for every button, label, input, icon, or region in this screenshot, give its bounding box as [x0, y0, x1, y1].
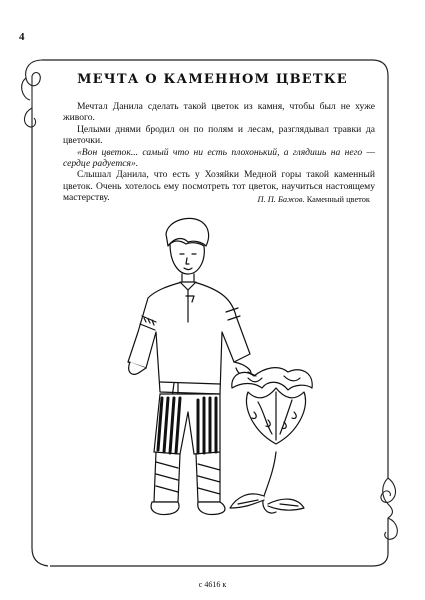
paragraph: Мечтал Данила сделать такой цветок из камня, чтобы был не хуже живого. — [63, 101, 375, 124]
quote-paragraph: «Вон цветок... самый что ни есть плохонький, а глядишь на него — сердце радуется». — [63, 146, 375, 170]
print-footer: с 4616 к — [198, 580, 227, 589]
page-title: МЕЧТА О КАМЕННОМ ЦВЕТКЕ — [77, 72, 348, 87]
page-number: 4 — [19, 31, 25, 43]
story-text — [63, 101, 375, 204]
source-author: П. П. Бажов. — [257, 195, 305, 204]
illustration-danila-stone-flower — [98, 212, 338, 532]
source-attribution — [258, 195, 371, 204]
paragraph: Целыми днями бродил он по полям и лесам, разглядывал травки да цветочки. — [63, 123, 375, 147]
paragraph: Слышал Данила, что есть у Хозяйки Медной горы такой каменный цветок. Очень хотелось ему посмотреть тот цветок, научиться настоящему мастерству. — [63, 169, 375, 204]
source-title: Каменный цветок — [306, 195, 370, 204]
flourish-bottom-right-icon — [381, 478, 397, 539]
